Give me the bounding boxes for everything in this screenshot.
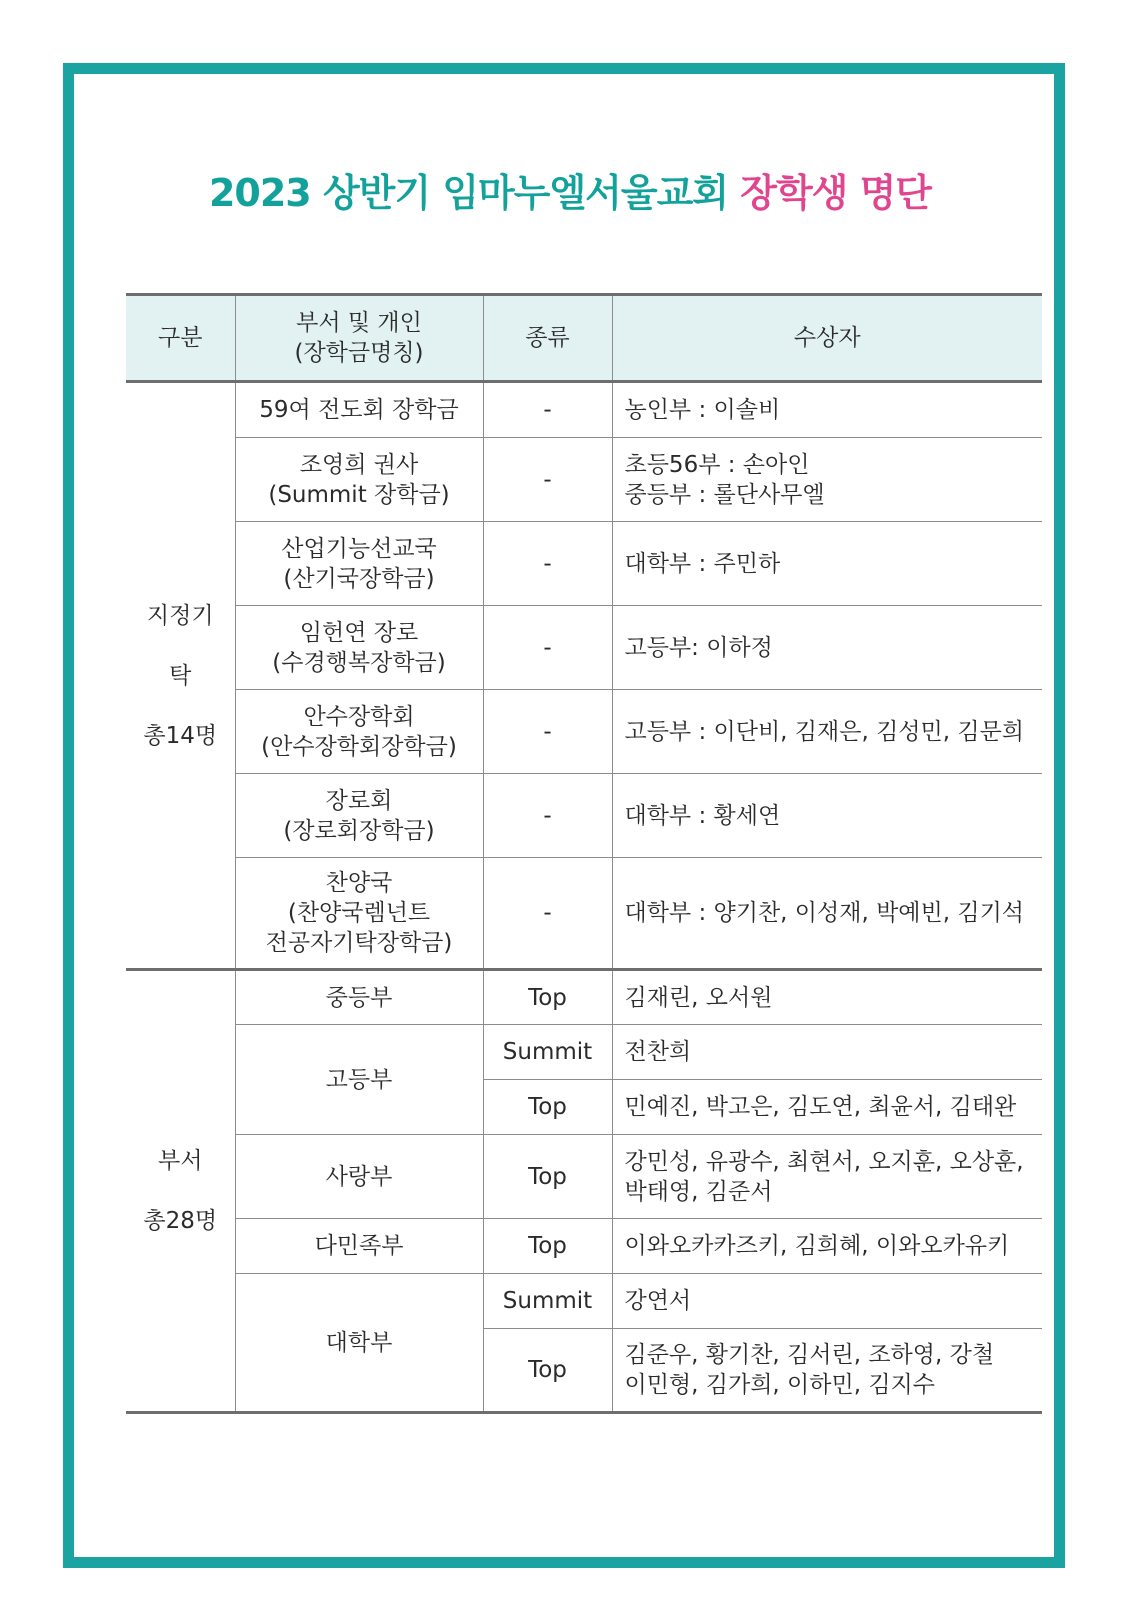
- recipients-line: 대학부 : 주민하: [624, 550, 781, 577]
- table-row: [126, 1025, 1042, 1080]
- type-cell: Summit: [483, 1025, 612, 1080]
- scholarship-name: 임헌연 장로: [299, 619, 419, 646]
- recipients-cell: [612, 1219, 1042, 1274]
- type-cell: -: [483, 606, 612, 690]
- scholarship-subname: (찬양국렘넌트: [287, 900, 431, 926]
- scholarship-subname: (안수장학회장학금): [261, 733, 457, 760]
- scholarship-name: 장로회: [325, 787, 393, 814]
- type-cell: Top: [483, 1329, 612, 1413]
- table-row: [126, 690, 1042, 774]
- recipients-line: 전찬희: [624, 1039, 692, 1065]
- table-row: [126, 774, 1042, 858]
- header-department: [235, 295, 483, 382]
- scholarship-name: 안수장학회: [303, 703, 415, 730]
- title-highlight: 장학생 명단: [740, 171, 932, 215]
- scholarship-name-cell: [235, 858, 483, 970]
- recipients-line: 중등부 : 롤단사무엘: [624, 481, 825, 508]
- scholarship-subname: (산기국장학금): [283, 565, 435, 592]
- table-row: [126, 438, 1042, 522]
- header-category: 구분: [126, 295, 235, 382]
- recipients-line: 이와오카카즈키, 김희혜, 이와오카유키: [624, 1233, 1010, 1259]
- table-row: [126, 970, 1042, 1025]
- recipients-line: 대학부 : 황세연: [624, 802, 781, 829]
- type-cell: Summit: [483, 1274, 612, 1329]
- recipients-line: 대학부 : 양기찬, 이성재, 박예빈, 김기석: [624, 900, 1025, 926]
- recipients-cell: [612, 858, 1042, 970]
- recipients-cell: [612, 970, 1042, 1025]
- department-cell: 대학부: [235, 1274, 483, 1413]
- recipients-line: 강민성, 유광수, 최현서, 오지훈, 오상훈,: [624, 1148, 1024, 1175]
- recipients-line: 김준우, 황기찬, 김서린, 조하영, 강철: [624, 1342, 995, 1368]
- scholarship-name: 산업기능선교국: [281, 535, 437, 562]
- recipients-cell: [612, 1274, 1042, 1329]
- group-label: 부서: [158, 1148, 203, 1174]
- type-cell: -: [483, 774, 612, 858]
- header-type: 종류: [483, 295, 612, 382]
- department-cell: 고등부: [235, 1025, 483, 1135]
- table-row: [126, 606, 1042, 690]
- recipients-cell: [612, 1025, 1042, 1080]
- scholarship-subname: (Summit 장학금): [268, 481, 450, 508]
- recipients-line: 이민형, 김가희, 이하민, 김지수: [624, 1372, 935, 1398]
- scholarship-name: 59여 전도회 장학금: [259, 397, 459, 423]
- table-row: [126, 382, 1042, 438]
- scholarship-subname: (수경행복장학금): [272, 649, 446, 676]
- recipients-cell: [612, 438, 1042, 522]
- recipients-cell: [612, 606, 1042, 690]
- type-cell: -: [483, 382, 612, 438]
- type-cell: Top: [483, 1080, 612, 1135]
- group-count: 총14명: [143, 722, 218, 749]
- table-row: [126, 522, 1042, 606]
- group-department: [126, 970, 235, 1413]
- table-row: [126, 858, 1042, 970]
- scholarship-name-cell: [235, 382, 483, 438]
- type-cell: -: [483, 858, 612, 970]
- scholarship-name-cell: [235, 522, 483, 606]
- page-title: [0, 162, 1140, 217]
- group-count: 총28명: [143, 1208, 218, 1234]
- department-cell: 중등부: [235, 970, 483, 1025]
- recipients-line: 초등56부 : 손아인: [624, 451, 810, 478]
- group-designated: [126, 382, 235, 970]
- recipients-line: 고등부: 이하정: [624, 634, 773, 661]
- recipients-line: 민예진, 박고은, 김도연, 최윤서, 김태완: [624, 1094, 1017, 1120]
- table-header-row: [126, 295, 1042, 382]
- scholarship-table: [126, 293, 1042, 1414]
- recipients-cell: [612, 1135, 1042, 1219]
- type-cell: -: [483, 438, 612, 522]
- type-cell: -: [483, 522, 612, 606]
- recipients-cell: [612, 1329, 1042, 1413]
- header-recipients: 수상자: [612, 295, 1042, 382]
- recipients-cell: [612, 382, 1042, 438]
- scholarship-name-cell: [235, 438, 483, 522]
- scholarship-subname: 전공자기탁장학금): [265, 930, 453, 956]
- scholarship-subname: (장로회장학금): [283, 817, 435, 844]
- title-main: 2023 상반기 임마누엘서울교회: [208, 171, 728, 215]
- recipients-line: 김재린, 오서원: [624, 984, 773, 1011]
- department-cell: 다민족부: [235, 1219, 483, 1274]
- type-cell: Top: [483, 1135, 612, 1219]
- scholarship-name-cell: [235, 606, 483, 690]
- type-cell: Top: [483, 1219, 612, 1274]
- scholarship-name-cell: [235, 774, 483, 858]
- recipients-line: 고등부 : 이단비, 김재은, 김성민, 김문희: [624, 718, 1025, 745]
- table-row: [126, 1135, 1042, 1219]
- header-department-line1: 부서 및 개인: [296, 310, 422, 336]
- scholarship-name: 찬양국: [325, 870, 393, 896]
- group-label: 지정기탁: [146, 602, 214, 689]
- recipients-line: 농인부 : 이솔비: [624, 397, 781, 423]
- recipients-cell: [612, 522, 1042, 606]
- recipients-line: 강연서: [624, 1288, 692, 1314]
- table-row: [126, 1219, 1042, 1274]
- scholarship-name-cell: [235, 690, 483, 774]
- type-cell: -: [483, 690, 612, 774]
- department-cell: 사랑부: [235, 1135, 483, 1219]
- recipients-cell: [612, 1080, 1042, 1135]
- table-row: [126, 1274, 1042, 1329]
- header-department-line2: (장학금명칭): [294, 340, 424, 366]
- scholarship-name: 조영희 권사: [299, 451, 419, 478]
- recipients-cell: [612, 690, 1042, 774]
- recipients-line: 박태영, 김준서: [624, 1178, 773, 1205]
- type-cell: Top: [483, 970, 612, 1025]
- recipients-cell: [612, 774, 1042, 858]
